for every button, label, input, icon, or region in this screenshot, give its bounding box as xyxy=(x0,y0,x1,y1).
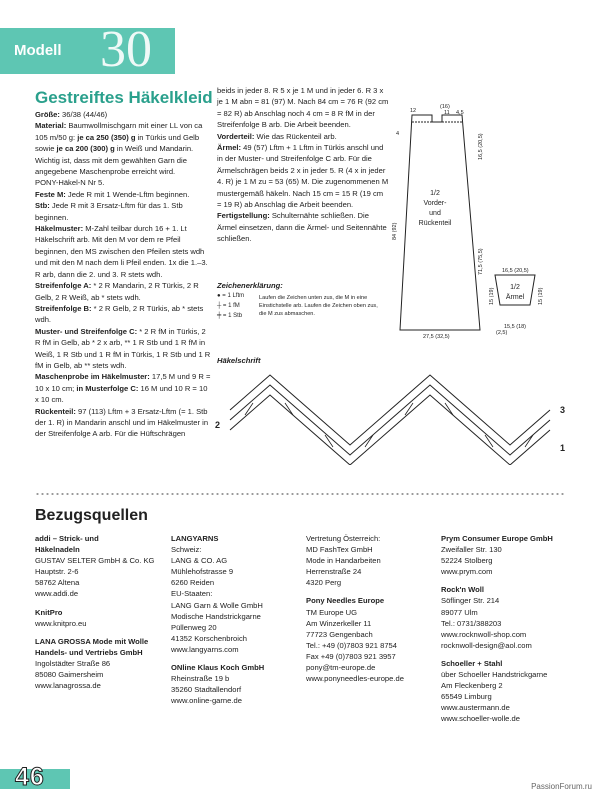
gauge-label-c: in Musterfolge C: xyxy=(76,383,139,393)
source-line: rocknwoll-design@aol.com xyxy=(441,640,532,650)
source-heading: LANA GROSSA Mode mit Wolle xyxy=(35,636,149,646)
legend-dc-text: = 1 Stb xyxy=(222,313,243,319)
pattern-value: M-Zahl teilbar durch 16 + 1. Lt Häkelschrift arb. Mit den M vor dem re Pfeil beginnen, den MS zwischen den Pfeilen stets wdh und mit den M nach dem li Pfeil enden. 1x die 1.–3. R arb, dann die 2. und 3. R stets wdh. xyxy=(35,224,208,279)
dim-side-right: 71,5 (75,5) xyxy=(478,248,484,275)
source-heading: ONline Klaus Koch GmbH xyxy=(171,663,265,673)
stripe-c-label: Muster- und Streifenfolge C: xyxy=(35,326,138,336)
source-line: 52224 Stolberg xyxy=(441,556,493,566)
chart-wave-2 xyxy=(230,395,550,465)
source-line: www.rocknwoll-shop.com xyxy=(441,629,527,639)
row-label-3: 3 xyxy=(560,405,566,415)
source-line: LANG Garn & Wolle GmbH xyxy=(171,600,263,610)
source-line: über Schoeller Handstrickgarne xyxy=(441,670,548,680)
sources-column-3 xyxy=(306,533,434,684)
source-heading: LANGYARNS xyxy=(171,534,219,543)
material-text: in Türkis und Gelb sowie xyxy=(35,132,200,154)
stripe-a-label: Streifenfolge A: xyxy=(35,281,92,291)
source-line: www.langyarns.com xyxy=(171,644,239,654)
source-line: Püllenweg 20 xyxy=(171,622,217,632)
dim-top-left: 12 xyxy=(410,108,417,114)
source-gap xyxy=(35,600,163,607)
source-line: 4320 Perg xyxy=(306,578,342,588)
legend-sc: ┼ = 1 fM xyxy=(217,303,240,309)
dim-top-mid: 11 xyxy=(444,110,450,116)
schematic-diagram xyxy=(390,100,600,360)
dim-sleeve-left: 15 (19) xyxy=(489,287,495,305)
source-line: 6260 Reiden xyxy=(171,578,215,588)
chart-wave-3 xyxy=(230,375,550,445)
model-header xyxy=(0,21,175,78)
source-line: 65549 Limburg xyxy=(441,692,492,702)
dim-sleeve-right: 15 (19) xyxy=(538,287,544,305)
dim-sleeve-top: 16,5 (20,5) xyxy=(502,268,529,274)
source-line: Tel.: 0731/388203 xyxy=(441,618,502,628)
dim-sleeve-bottom: 15,5 (18) xyxy=(504,324,527,330)
dc-label: Stb: xyxy=(35,201,50,211)
front-label: Vorderteil: xyxy=(217,131,255,141)
source-line: GUSTAV SELTER GmbH & Co. KG xyxy=(35,556,155,566)
legend-title: Zeichenerklärung: xyxy=(217,281,283,290)
dim-side-left: 84 (92) xyxy=(392,222,398,240)
page-number-text: 46 xyxy=(15,763,45,791)
crochet-chart xyxy=(215,365,580,465)
source-line: Herrenstraße 24 xyxy=(306,567,362,577)
source-line: Söflinger Str. 214 xyxy=(441,596,500,606)
source-line: Am Winzerkeller 11 xyxy=(306,618,372,628)
source-line: EU-Staaten: xyxy=(171,589,213,599)
legend xyxy=(217,281,387,331)
sc-label: Feste M: xyxy=(35,189,66,199)
legend-chain: ● = 1 Lftm xyxy=(217,293,245,299)
source-line: TM Europe UG xyxy=(306,607,358,617)
source-heading: Handels- und Vertriebs GmbH xyxy=(35,647,143,657)
source-gap xyxy=(35,629,163,636)
pattern-label: Häkelmuster: xyxy=(35,224,84,234)
source-line: 77723 Gengenbach xyxy=(306,629,373,639)
instructions-column-1 xyxy=(35,109,213,440)
main-label-4: Rückenteil xyxy=(418,220,452,227)
hook-text: PONY-Häkel-N Nr 5. xyxy=(35,178,105,188)
source-line: Mode in Handarbeiten xyxy=(306,556,381,566)
model-number: 30 xyxy=(100,21,152,78)
stripe-b-value: * 2 R Gelb, 2 R Türkis, ab * stets wdh. xyxy=(35,303,204,325)
sc-value: Jede R mit 1 Wende-Lftm beginnen. xyxy=(65,189,190,199)
source-line: Vertretung Österreich: xyxy=(306,534,381,543)
dim-bottom: 27,5 (32,5) xyxy=(423,334,450,340)
source-line: 58762 Altena xyxy=(35,578,80,588)
size-value: 36/38 (44/46) xyxy=(62,110,108,119)
divider xyxy=(35,492,565,496)
page-title: Gestreiftes Häkelkleid xyxy=(35,88,213,107)
source-line: 41352 Korschenbroich xyxy=(171,633,247,643)
material-text: in Weiß und Mandarin. Wichtig ist, dass mit dem gewählten Garn die angegebene Maschenprobe erreicht wird. xyxy=(35,144,194,177)
sources-column-4 xyxy=(441,533,569,725)
source-line: Schweiz: xyxy=(171,545,202,555)
footer-watermark: PassionForum.ru xyxy=(531,782,592,791)
dim-top-width: (16) xyxy=(440,104,450,110)
finishing-value: Schulternähte schließen. Die Ärmel einsetzen, dann die Ärmel- und Seitennähte schließen. xyxy=(217,211,387,244)
source-line: www.austermann.de xyxy=(441,703,510,713)
legend-note: Laufen die Zeichen unten zus, die M in eine Einstichstelle arb. Laufen die Zeichen oben zus, die M zus abmaschen. xyxy=(259,295,378,317)
front-value: Wie das Rückenteil arb. xyxy=(254,131,337,141)
row-label-1: 1 xyxy=(560,443,566,453)
source-line: Zweifaller Str. 130 xyxy=(441,545,502,555)
source-line: Mühlehofstrasse 9 xyxy=(171,567,234,577)
source-gap xyxy=(306,588,434,595)
dim-side-right-top: 16,5 (20,5) xyxy=(478,133,484,160)
gauge-value: 17,5 M und 9 R = 10 x 10 cm; xyxy=(35,372,211,393)
source-line: www.prym.com xyxy=(441,567,493,577)
sources-column-2 xyxy=(171,533,299,706)
instructions-column-2 xyxy=(217,85,389,245)
source-line: 35260 Stadtallendorf xyxy=(171,685,242,695)
stripe-b-label: Streifenfolge B: xyxy=(35,303,92,313)
back-label: Rückenteil: xyxy=(35,406,76,416)
source-line: www.online-garne.de xyxy=(171,696,242,706)
material-text: Baumwollmischgarn mit einer LL von ca 105 m/50 g: xyxy=(35,121,203,142)
dc-value: Jede R mit 3 Ersatz-Lftm für das 1. Stb beginnen. xyxy=(35,201,183,222)
main-label-3: und xyxy=(429,210,441,217)
page-number xyxy=(11,764,66,790)
legend-chain-text: = 1 Lftm xyxy=(222,293,245,299)
source-line: 89077 Ulm xyxy=(441,607,478,617)
source-line: pony@tm-europe.de xyxy=(306,663,376,673)
source-heading: Häkelnadeln xyxy=(35,545,80,555)
source-heading: addi – Strick- und xyxy=(35,534,99,543)
sleeve-label-2: Ärmel xyxy=(505,294,525,301)
chart-wave-1 xyxy=(230,385,550,455)
source-gap xyxy=(171,655,299,662)
chart-title: Häkelschrift xyxy=(217,356,261,365)
finishing-label: Fertigstellung: xyxy=(217,211,270,221)
dim-sleeve-extra: (2,5) xyxy=(496,330,508,336)
source-heading: KnitPro xyxy=(35,607,63,617)
sources-column-1 xyxy=(35,533,163,691)
sleeve-value: 49 (57) Lftm + 1 Lftm in Türkis anschl und in der Muster- und Streifenfolge C arb. Für die Ärmelschrägen beids 2 x in jeder 5. R (4 x in jeder 4. R) je 1 M zu = 53 (65) M. Die zugenommenen M mustergemäß häkeln. Nach 15 cm = 15 R (19 cm = 19 R) ab Anschlag die Arbeit beenden. xyxy=(217,143,389,210)
dim-side-top: 4 xyxy=(396,131,400,137)
source-gap xyxy=(441,577,569,584)
source-line: www.schoeller-wolle.de xyxy=(441,714,520,724)
source-line: Rheinstraße 19 b xyxy=(171,674,230,684)
source-line: Ingolstädter Straße 86 xyxy=(35,658,111,668)
back-value: 97 (113) Lftm + 3 Ersatz-Lftm (= 1. Stb der 1. R) in Mandarin anschl und im Häkelmuster in der Streifenfolge A arb. Für die Hüftschrägen xyxy=(35,406,209,439)
stripe-c-value: * 2 R fM in Türkis, 2 R fM in Gelb, ab * 2 x arb, ** 1 R Stb und 1 R fM in Weiß, 1 R Stb und 1 R fM in Türkis, 1 R Stb und 1 R fM in Gelb, ab ** stets wdh. xyxy=(35,326,211,370)
source-gap xyxy=(441,651,569,658)
size-label: Größe: xyxy=(35,110,60,119)
main-label-2: Vorder- xyxy=(423,200,447,207)
stripe-a-value: * 2 R Mandarin, 2 R Türkis, 2 R Gelb, 2 R Weiß, ab * stets wdh. xyxy=(35,281,199,302)
source-line: www.knitpro.eu xyxy=(35,618,87,628)
sleeve-label: Ärmel: xyxy=(217,143,242,153)
material-label: Material: xyxy=(35,121,67,131)
source-line: 85080 Gaimersheim xyxy=(35,670,104,680)
source-heading: Rock'n Woll xyxy=(441,585,485,595)
material-amount: je ca 200 (300) g xyxy=(56,144,115,154)
source-line: Hauptstr. 2-6 xyxy=(35,567,79,577)
gauge-value-c: 16 M und 10 R = 10 x 10 cm. xyxy=(35,383,208,405)
source-heading: Schoeller + Stahl xyxy=(441,658,503,668)
dim-top-right: 4,5 xyxy=(456,110,464,116)
source-line: www.addi.de xyxy=(35,589,79,599)
source-heading: Pony Needles Europe xyxy=(306,596,385,606)
model-label: Modell xyxy=(14,42,62,59)
sleeve-label-1: 1/2 xyxy=(510,284,520,291)
source-line: LANG & CO. AG xyxy=(171,556,228,566)
source-line: Modische Handstrickgarne xyxy=(171,611,261,621)
material-amount: je ca 250 (350) g xyxy=(77,132,136,142)
source-line: Tel.: +49 (0)7803 921 8754 xyxy=(306,640,397,650)
main-label-1: 1/2 xyxy=(430,190,440,197)
gauge-label: Maschenprobe im Häkelmuster: xyxy=(35,372,150,382)
source-line: Am Fleckenberg 2 xyxy=(441,681,503,691)
source-heading: Prym Consumer Europe GmbH xyxy=(441,534,553,543)
source-line: Fax +49 (0)7803 921 3957 xyxy=(306,651,396,661)
source-line: www.lanagrossa.de xyxy=(35,681,101,691)
row-label-2: 2 xyxy=(215,420,221,430)
back-continued: beids in jeder 8. R 5 x je 1 M und in jeder 6. R 3 x je 1 M abn = 81 (97) M. Nach 84 cm = 76 R (92 cm = 82 R) ab Anschlag noch 4 cm = 8 R fM in der Streifenfolge B arb. Die Arbeit beenden. xyxy=(217,86,389,130)
source-line: MD FashTex GmbH xyxy=(306,545,373,555)
source-line: www.ponyneedles-europe.de xyxy=(306,674,404,684)
sources-title: Bezugsquellen xyxy=(35,507,148,524)
legend-sc-text: = 1 fM xyxy=(222,303,240,309)
legend-dc: ╪ = 1 Stb xyxy=(217,313,243,319)
